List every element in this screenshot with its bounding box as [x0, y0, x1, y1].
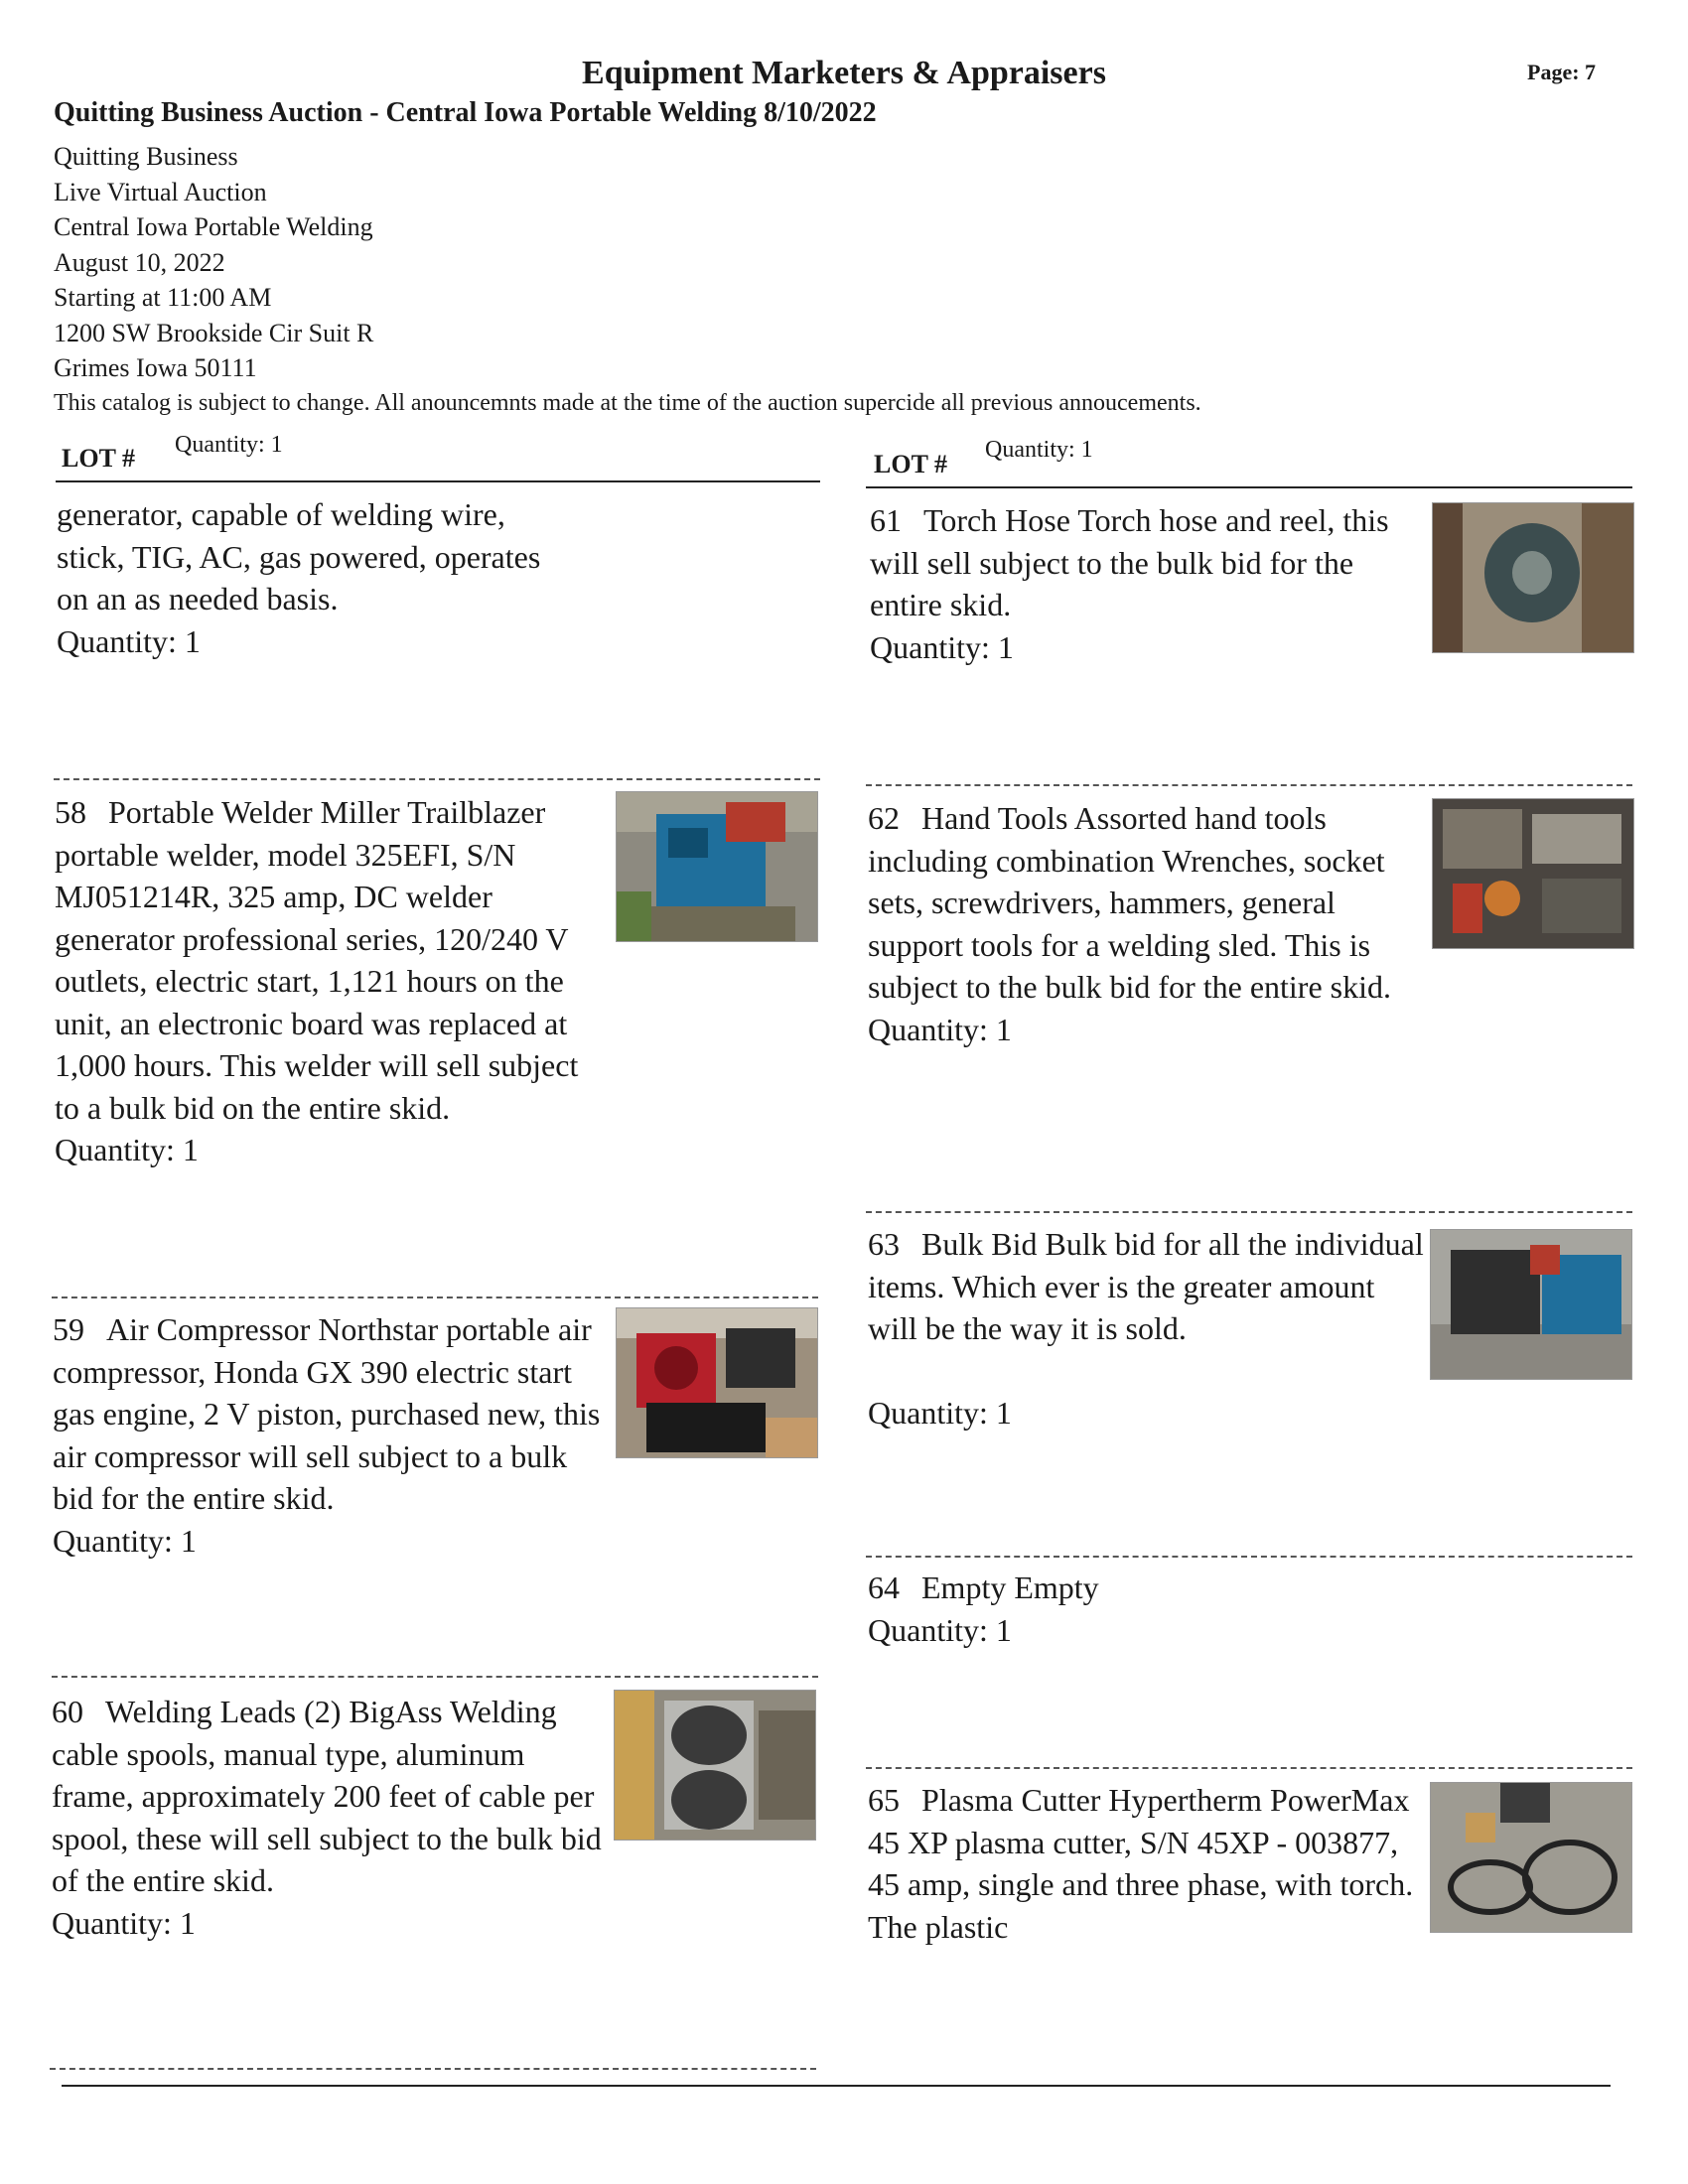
- info-line: August 10, 2022: [54, 247, 225, 277]
- lot-column-header: LOT #: [874, 450, 947, 478]
- hand-tools-photo: [1432, 798, 1634, 949]
- plasma-cutter-photo: [1430, 1782, 1632, 1933]
- header-rule: [56, 480, 820, 482]
- lot-description: generator, capable of welding wire, stick, TIG, AC, gas powered, operates on an as needed basis.: [57, 496, 541, 616]
- lot-continued: [57, 493, 573, 662]
- lot-quantity: Quantity: 1: [868, 1611, 1012, 1648]
- lot-description: Torch Hose Torch hose and reel, this will sell subject to the bulk bid for the entire skid.: [870, 502, 1389, 622]
- lot-quantity: Quantity: 1: [868, 1395, 1012, 1431]
- lot-number: 59: [53, 1311, 84, 1347]
- red-compressor-photo: [616, 1307, 818, 1458]
- lot-number: 58: [55, 794, 86, 830]
- lot-quantity: Quantity: 1: [53, 1522, 197, 1559]
- lot-number: 61: [870, 502, 902, 538]
- lot-quantity: Quantity: 1: [55, 1132, 199, 1167]
- info-line: Live Virtual Auction: [54, 177, 267, 206]
- lot-separator: [50, 2068, 816, 2070]
- auction-info: [54, 139, 1201, 421]
- lot-quantity: Quantity: 1: [868, 1011, 1012, 1047]
- lot-65: [868, 1779, 1424, 1948]
- lot-number: 65: [868, 1782, 900, 1818]
- skid-photo: [1430, 1229, 1632, 1380]
- lot-separator: [52, 1676, 818, 1678]
- lot-separator: [866, 784, 1632, 786]
- hose-reel-photo: [1432, 502, 1634, 653]
- lot-64: [868, 1567, 1424, 1651]
- lot-description: Plasma Cutter Hypertherm PowerMax 45 XP plasma cutter, S/N 45XP - 003877, 45 amp, single and three phase, with torch. The plastic: [868, 1782, 1414, 1945]
- lot-description: Bulk Bid Bulk bid for all the individual items. Which ever is the greater amount will be the way it is sold.: [868, 1226, 1424, 1346]
- lot-61: [870, 499, 1426, 668]
- lot-number: 60: [52, 1694, 83, 1729]
- lot-number: 62: [868, 800, 900, 836]
- lot-59: [53, 1308, 609, 1562]
- lot-separator: [54, 778, 820, 780]
- lot-separator: [866, 1767, 1632, 1769]
- blue-welder-photo: [616, 791, 818, 942]
- lot-60: [52, 1691, 608, 1944]
- lot-62: [868, 797, 1424, 1050]
- lot-58: [55, 791, 606, 1171]
- quantity-column-header: Quantity: 1: [175, 432, 283, 458]
- lot-description: Portable Welder Miller Trailblazer portable welder, model 325EFI, S/N MJ051214R, 325 amp, DC welder generator professional series, 120/240 V outlets, electric start, 1,121 hours on the unit, an electronic board was replaced at 1,000 hours. This welder will sell subject to a bulk bid on the entire skid.: [55, 794, 579, 1126]
- lot-quantity: Quantity: 1: [52, 1904, 196, 1941]
- auction-subtitle: Quitting Business Auction - Central Iowa Portable Welding 8/10/2022: [54, 97, 877, 128]
- header-rule: [866, 486, 1632, 488]
- lot-description: Air Compressor Northstar portable air compressor, Honda GX 390 electric start gas engine, 2 V piston, purchased new, this air compressor will sell subject to a bulk bid for the entire skid.: [53, 1311, 601, 1516]
- info-line: Central Iowa Portable Welding: [54, 212, 373, 241]
- quantity-column-header: Quantity: 1: [985, 437, 1093, 463]
- lot-63: [868, 1223, 1424, 1434]
- lot-separator: [866, 1556, 1632, 1558]
- lot-separator: [866, 1211, 1632, 1213]
- info-line: Starting at 11:00 AM: [54, 283, 272, 312]
- catalog-title: Equipment Marketers & Appraisers: [582, 55, 1106, 91]
- lot-number: 64: [868, 1570, 900, 1605]
- lot-column-header: LOT #: [62, 444, 135, 473]
- lot-description: Welding Leads (2) BigAss Welding cable spools, manual type, aluminum frame, approximately 200 feet of cable per spool, these will sell subject to the bulk bid of the entire skid.: [52, 1694, 602, 1898]
- footer-rule: [62, 2085, 1611, 2087]
- lot-quantity: Quantity: 1: [870, 628, 1014, 665]
- lot-description: Hand Tools Assorted hand tools including combination Wrenches, socket sets, screwdrivers, hammers, general support tools for a welding sled. This is subject to the bulk bid for the entire skid.: [868, 800, 1391, 1005]
- info-line: Quitting Business: [54, 142, 238, 171]
- lot-description: Empty Empty: [921, 1570, 1099, 1605]
- info-line: 1200 SW Brookside Cir Suit R: [54, 318, 374, 347]
- lot-quantity: Quantity: 1: [57, 622, 201, 659]
- cable-spools-photo: [614, 1690, 816, 1841]
- info-line: Grimes Iowa 50111: [54, 353, 257, 382]
- lot-separator: [52, 1297, 818, 1298]
- page-number: Page: 7: [1527, 60, 1597, 84]
- lot-number: 63: [868, 1226, 900, 1262]
- disclaimer: This catalog is subject to change. All anouncemnts made at the time of the auction supercide all previous annoucements.: [54, 389, 1201, 416]
